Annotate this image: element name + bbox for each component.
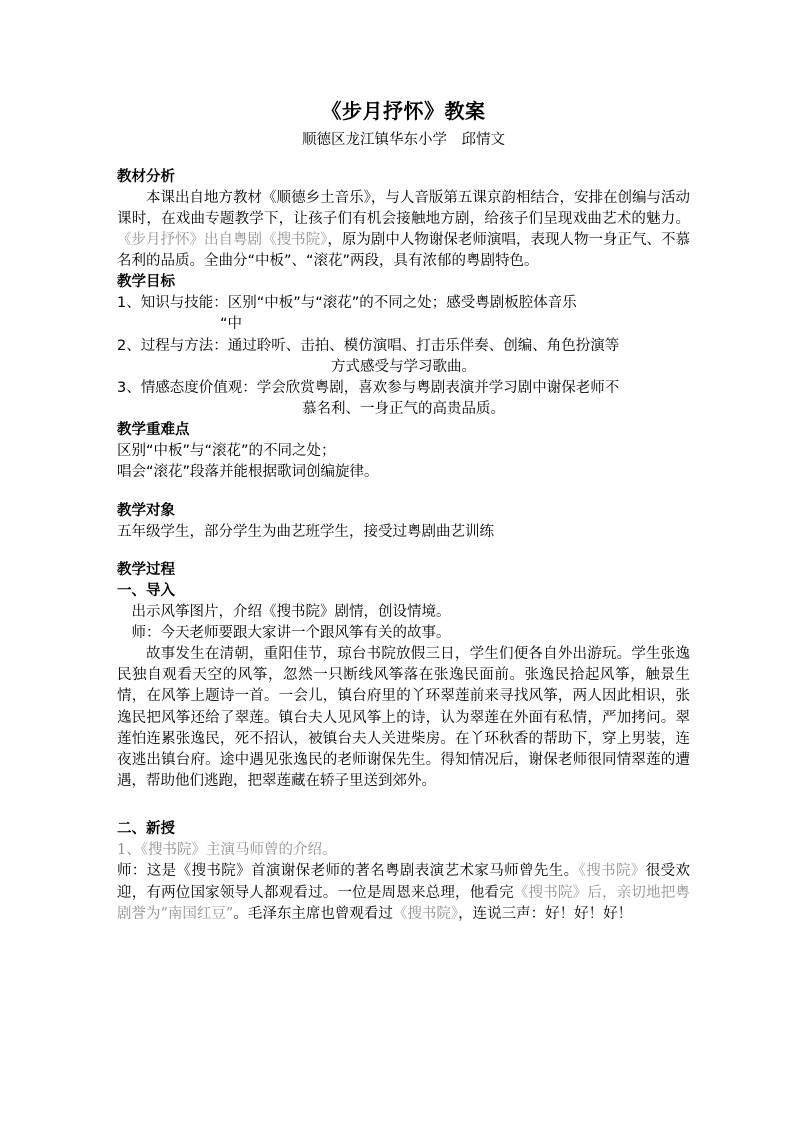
teacher-script-part-d: 《搜书院》 — [578, 863, 646, 880]
process-step-1-story: 故事发生在清朝，重阳佳节，琼台书院放假三日，学生们便各自外出游玩。学生张逸民独自观看天空的风筝，忽然一只断线风筝落在张逸民面前。张逸民拾起风筝，触景生情，在风筝上题诗一首。一会儿，镇台府里的丫环翠莲前来寻找风筝，两人因此相识，张逸民把风筝还给了翠莲。镇台夫人见风筝上的诗，认为翠莲在外面有私情，严加拷问。翠莲怕连累张逸民，死不招认，被镇台夫人关进柴房。在丫环秋香的帮助下，穿上男装，连夜逃出镇台府。途中遇见张逸民的老师谢保先生。得知情况后，谢保老师很同情翠莲的遭遇，帮助他们逃跑，把翠莲藏在轿子里送到郊外。 — [117, 646, 690, 790]
objective-item-1-line-1: 1、知识与技能：区别“中板”与“滚花”的不同之处；感受粤剧板腔体音乐 — [117, 295, 577, 312]
analysis-text-highlight: 《步月抒怀》出自粤剧《搜书院》 — [117, 231, 328, 248]
objective-item-3-line-2: 慕名利、一身正气的高贵品质。 — [302, 401, 505, 418]
key-point-line-2: 唱会“滚花”段落并能根据歌词创编旋律。 — [117, 464, 379, 481]
key-point-line-1: 区别“中板”与“滚花”的不同之处； — [117, 443, 336, 460]
teacher-script-part-b: 《搜书院》 — [176, 863, 252, 880]
process-step-1-line-2: 师：今天老师要跟大家讲一个跟风筝有关的故事。 — [131, 624, 451, 641]
teacher-script-part-g: 。毛泽东主席也曾观看过 — [233, 905, 393, 922]
objective-item-3-line-1: 3、情感态度价值观：学会欣赏粤剧，喜欢参与粤剧表演并学习剧中谢保老师不 — [117, 379, 620, 396]
teacher-script-part-e: 很受欢迎，有两位国家领导人都观看过。一位是周恩来总理，他看完 — [117, 863, 691, 901]
process-step-2-heading: 二、新授 — [117, 821, 175, 838]
section-heading-objectives: 教学目标 — [117, 274, 175, 291]
teacher-script-part-i: ，连说三声：好！好！好！ — [458, 905, 633, 922]
objective-item-1-line-2: “中 — [219, 316, 242, 333]
objective-item-3 — [117, 378, 690, 420]
spacer — [117, 792, 690, 819]
spacer — [117, 543, 690, 560]
objective-item-2-line-1: 2、过程与方法：通过聆听、击拍、模仿演唱、打击乐伴奏、创编、角色扮演等 — [117, 337, 620, 354]
process-step-1-line-1: 出示风筝图片，介绍《搜书院》剧情，创设情境。 — [131, 603, 451, 620]
page-title: 《步月抒怀》教案 — [321, 99, 486, 123]
teacher-script-part-a: 师：这是 — [117, 863, 177, 880]
teacher-script-part-f: 《搜书院》后，亲切地把粤剧誉为“南国红豆” — [117, 884, 690, 922]
process-step-2-teacher-script — [117, 861, 690, 924]
objective-item-2-line-2: 方式感受与学习歌曲。 — [331, 358, 476, 375]
process-step-1-heading: 一、导入 — [117, 582, 175, 599]
section-heading-analysis: 教材分析 — [117, 168, 175, 185]
section-heading-key-points: 教学重难点 — [117, 422, 190, 439]
spacer — [117, 484, 690, 501]
objective-item-1 — [117, 293, 690, 335]
analysis-text-part-2: ，原为剧中人物谢保老师演唱，表现人物一身正气、不慕名利的品质。全曲分“中板”、“滚花”两段，具有浓郁的粤剧特色。 — [117, 231, 691, 270]
teacher-script-part-c: 首演谢保老师的著名粤剧表演艺术家马师曾先生。 — [251, 863, 579, 880]
section-heading-audience: 教学对象 — [117, 502, 175, 519]
paragraph-analysis — [117, 188, 690, 273]
teacher-script-part-h: 《搜书院》 — [392, 905, 459, 922]
objective-item-2 — [117, 336, 690, 378]
audience-line-1: 五年级学生，部分学生为曲艺班学生，接受过粤剧曲艺训练 — [117, 523, 494, 540]
document-byline: 顺德区龙江镇华东小学 邱情文 — [302, 132, 505, 148]
process-step-2-item-1: 1、《搜书院》主演马师曾的介绍。 — [117, 842, 337, 859]
section-heading-process: 教学过程 — [117, 561, 175, 578]
analysis-text-part-1: 本课出自地方教材《顺德乡土音乐》，与人音版第五课京韵相结合，安排在创编与活动课时，在戏曲专题教学下，让孩子们有机会接触地方剧，给孩子们呈现戏曲艺术的魅力。 — [117, 189, 690, 227]
